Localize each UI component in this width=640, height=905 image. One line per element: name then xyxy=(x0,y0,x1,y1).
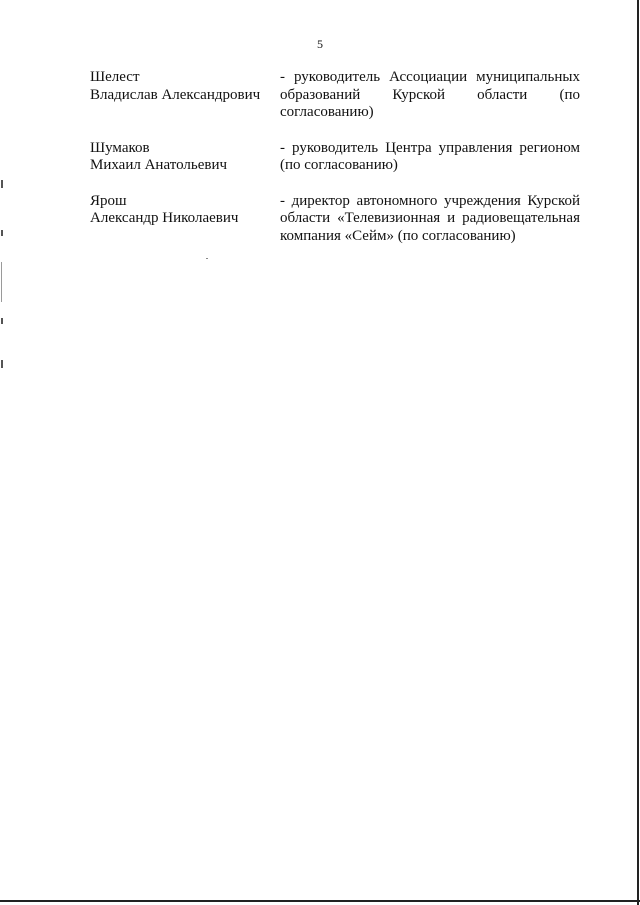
member-entry-shumakov xyxy=(90,140,580,175)
scan-artifact xyxy=(1,318,3,324)
scan-edge-bottom xyxy=(0,900,640,902)
member-role xyxy=(280,193,580,246)
member-role-line: - директор автономного учреждения Курской xyxy=(280,192,580,209)
scan-artifact xyxy=(206,258,208,259)
scan-artifact xyxy=(1,230,3,236)
member-role-line: - руководитель Центра управления регионом xyxy=(280,139,580,156)
member-given-names: Михаил Анатольевич xyxy=(90,157,228,173)
member-role xyxy=(280,69,580,122)
member-role-line: области «Телевизионная и радиовещательная xyxy=(280,210,580,226)
member-surname: Шумаков xyxy=(90,139,150,156)
scan-artifact xyxy=(1,180,3,188)
scan-edge-right xyxy=(637,0,639,905)
member-role-line: компания «Сейм» (по согласованию) xyxy=(280,227,516,244)
member-given-names: Александр Николаевич xyxy=(90,210,239,226)
member-entry-shelest xyxy=(90,69,580,122)
member-role-line: (по согласованию) xyxy=(280,157,398,173)
page-number: 5 xyxy=(317,37,323,51)
member-surname: Ярош xyxy=(90,192,127,209)
member-role-line: образований Курской области (по xyxy=(280,86,580,103)
member-role xyxy=(280,140,580,175)
member-entry-yarosh xyxy=(90,193,580,246)
member-name xyxy=(90,69,280,122)
member-surname: Шелест xyxy=(90,69,140,85)
scan-artifact xyxy=(1,360,3,368)
member-name xyxy=(90,193,280,246)
scan-artifact xyxy=(1,262,2,302)
member-list xyxy=(90,69,580,245)
member-name xyxy=(90,140,280,175)
member-given-names: Владислав Александрович xyxy=(90,86,261,103)
member-role-line: - руководитель Ассоциации муниципальных xyxy=(280,69,580,85)
member-role-line: согласованию) xyxy=(280,104,374,120)
